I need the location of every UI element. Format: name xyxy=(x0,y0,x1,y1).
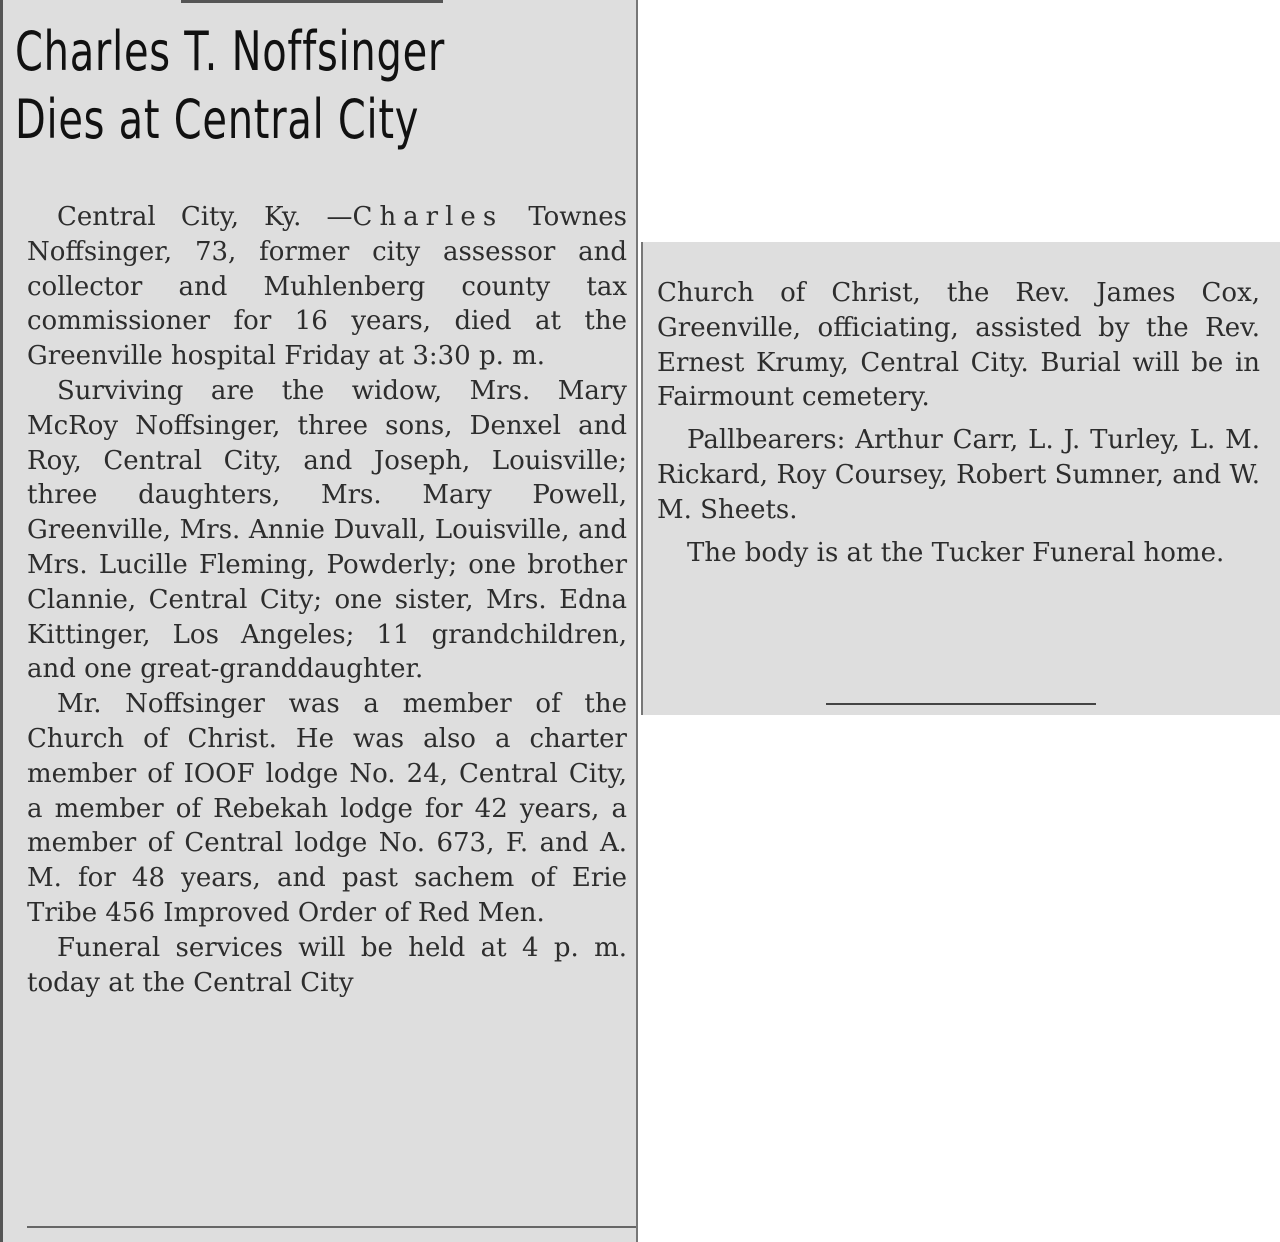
paragraph-body-location: The body is at the Tucker Funeral home. xyxy=(687,537,1225,568)
article-column-2 xyxy=(657,276,1260,570)
article-column-1 xyxy=(27,200,627,1000)
top-rule xyxy=(181,0,443,3)
paragraph-survivors: Surviving are the widow, Mrs. Mary McRoy Noffsinger, three sons, Denxel and Roy, Central City, and Joseph, Louisville; three daughters, Mrs. Mary Powell, Greenville, Mrs. Annie Duvall, Louisville, and Mrs. Lucille Fleming, Powderly; one brother Clannie, Central City; one sister, Mrs. Edna Kittinger, Los Angeles; 11 grandchildren, and one great-granddaughter. xyxy=(27,375,627,685)
paragraph-funeral-start: Funeral services will be held at 4 p. m. today at the Central City xyxy=(27,932,627,998)
paragraph-funeral-continued: Church of Christ, the Rev. James Cox, Greenville, officiating, assisted by the Rev. Ernest Krumy, Central City. Burial will be in Fairmount cemetery. xyxy=(657,278,1260,413)
dateline: Central City, Ky. xyxy=(57,202,302,232)
paragraph-pallbearers: Pallbearers: Arthur Carr, L. J. Turley, L. M. Rickard, Roy Coursey, Robert Sumner, and W. M. Sheets. xyxy=(657,425,1260,525)
bottom-rule xyxy=(27,1226,636,1228)
headline-line-1: Charles T. Noffsinger xyxy=(15,20,446,83)
end-rule xyxy=(826,703,1096,705)
paragraph-memberships: Mr. Noffsinger was a member of the Church of Christ. He was also a charter member of IOOF lodge No. 24, Central City, a member of Rebekah lodge for 42 years, a member of Central lodge No. 673, F. and A. M. for 48 years, and past sachem of Erie Tribe 456 Improved Order of Red Men. xyxy=(27,689,627,928)
headline xyxy=(15,18,459,154)
lead-text: Townes Noffsinger, 73, former city assessor and collector and Muhlenberg county tax commissioner for 16 years, died at the Greenville hospital Friday at 3:30 p. m. xyxy=(27,202,628,372)
paragraph-dateline xyxy=(27,200,627,374)
article-clipping-left xyxy=(0,0,638,1242)
lead-name: Charles xyxy=(352,202,504,232)
dateline-dash: — xyxy=(326,202,353,232)
headline-line-2: Dies at Central City xyxy=(15,88,420,151)
